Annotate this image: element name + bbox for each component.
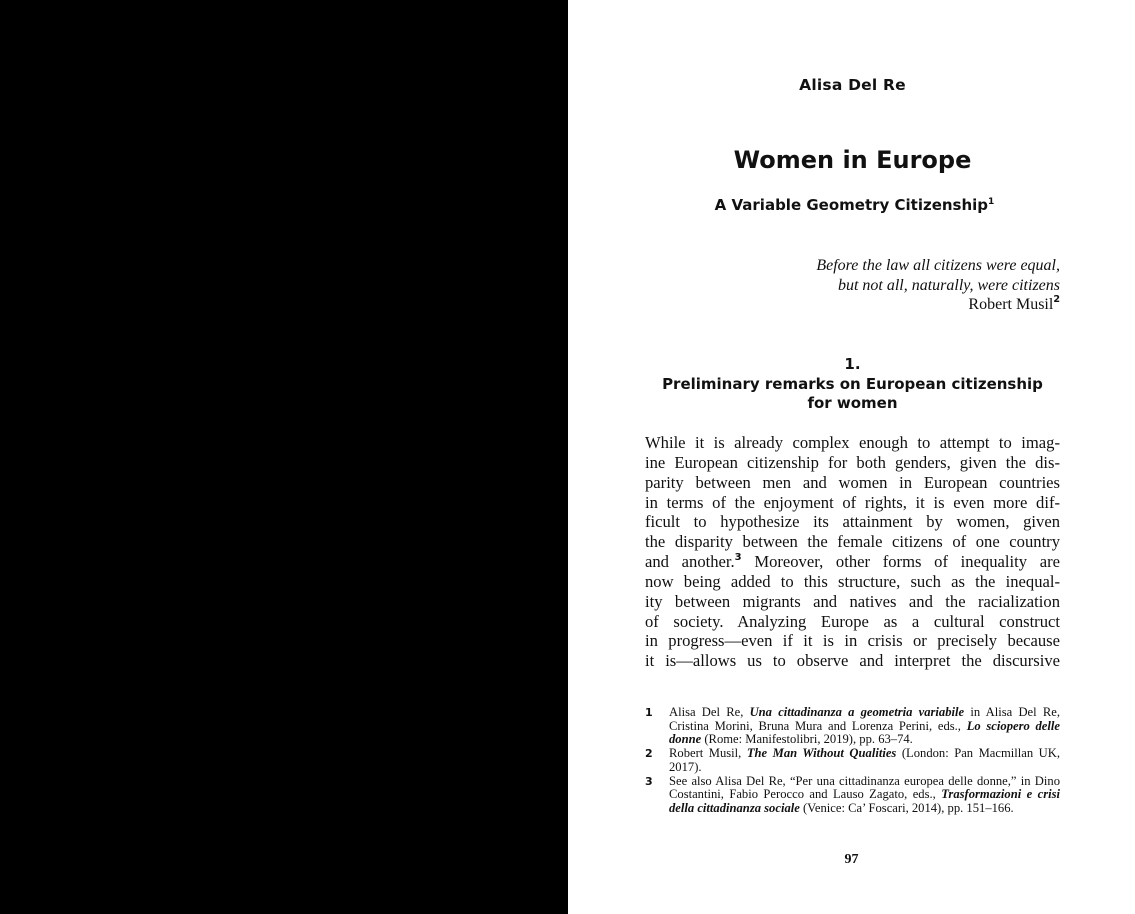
body-line: now being added to this structure, such as the inequal- <box>645 571 1060 591</box>
footnote-title: The Man Without Qualities <box>746 746 897 761</box>
body-line: parity between men and women in European countries <box>645 472 1060 492</box>
body-line-with-ref <box>645 552 1060 572</box>
footnote-ref-1[interactable]: 1 <box>988 196 995 207</box>
body-line: While it is already complex enough to attempt to imag- <box>645 433 1060 452</box>
footnote-text <box>669 706 1060 747</box>
section-title-line-2: for women <box>807 394 898 412</box>
footnotes <box>645 706 1060 816</box>
body-line: ity between migrants and natives and the racialization <box>645 591 1060 611</box>
footnote-item <box>645 775 1060 816</box>
epigraph-line-1: Before the law all citizens were equal, <box>816 257 1060 274</box>
footnote-number: 1 <box>645 706 653 719</box>
section-heading <box>645 355 1060 414</box>
subtitle-text: A Variable Geometry Citizenship <box>714 196 989 214</box>
epigraph-author: Robert Musil <box>968 296 1054 313</box>
right-page <box>568 0 1135 914</box>
body-paragraph <box>645 433 1060 671</box>
footnote-text-part: (Rome: Manifestolibri, 2019), pp. 63–74. <box>701 732 913 747</box>
section-title-line-1: Preliminary remarks on European citizenship <box>662 374 1043 393</box>
chapter-author: Alisa Del Re <box>799 76 906 94</box>
body-line: in progress—even if it is in crisis or precisely because <box>645 631 1060 651</box>
body-line: the disparity between the female citizens of one country <box>645 532 1060 552</box>
footnote-number: 3 <box>645 774 653 788</box>
footnote-title: Trasformazioni e crisi della cittadinanza sociale <box>669 787 1060 815</box>
footnote-text-part: Robert Musil, <box>669 746 747 761</box>
section-number: 1. <box>844 355 861 373</box>
footnote-text-part: See also Alisa Del Re, “Per una cittadinanza europea delle donne,” in Dino Costantini, Fabio Perocco and Lauso Zagato, eds., <box>669 773 1060 802</box>
footnote-title: Una cittadinanza a geometria variabile <box>749 705 965 719</box>
chapter-title: Women in Europe <box>733 146 972 174</box>
epigraph <box>740 256 1060 315</box>
epigraph-attribution <box>740 295 1060 315</box>
footnote-text-part: Alisa Del Re, <box>669 705 750 719</box>
footnote-text-part: (London: Pan Macmillan UK, 2017). <box>669 746 1061 774</box>
footnote-item <box>645 747 1060 774</box>
footnote-item <box>645 706 1060 747</box>
footnote-number: 2 <box>645 747 653 761</box>
footnote-text-part: in Alisa Del Re, Cristina Morini, Bruna Mura and Lorenza Perini, eds., <box>669 705 1060 733</box>
body-line: it is—allows us to observe and interpret the discursive <box>645 651 1060 671</box>
body-line: in terms of the enjoyment of rights, it is even more dif- <box>645 492 1060 512</box>
footnote-ref-2[interactable]: 2 <box>1053 294 1060 306</box>
body-line-part: Moreover, other forms of inequality are <box>754 552 1060 572</box>
footnote-text <box>669 747 1060 774</box>
epigraph-line-2: but not all, naturally, were citizens <box>837 276 1060 294</box>
body-line-part: and another. <box>645 552 735 572</box>
body-line: of society. Analyzing Europe as a cultural construct <box>645 611 1060 631</box>
chapter-subtitle <box>568 196 1135 214</box>
footnote-text <box>669 775 1060 816</box>
footnote-title: Lo sciopero delle donne <box>669 718 1060 747</box>
body-line: ficult to hypothesize its attainment by women, given <box>645 512 1060 532</box>
footnote-text-part: (Venice: Ca’ Foscari, 2014), pp. 151–166. <box>799 800 1014 815</box>
body-line: ine European citizenship for both genders, given the dis- <box>645 452 1060 472</box>
page-number: 97 <box>844 852 859 867</box>
footnote-ref-3[interactable]: 3 <box>734 552 742 564</box>
